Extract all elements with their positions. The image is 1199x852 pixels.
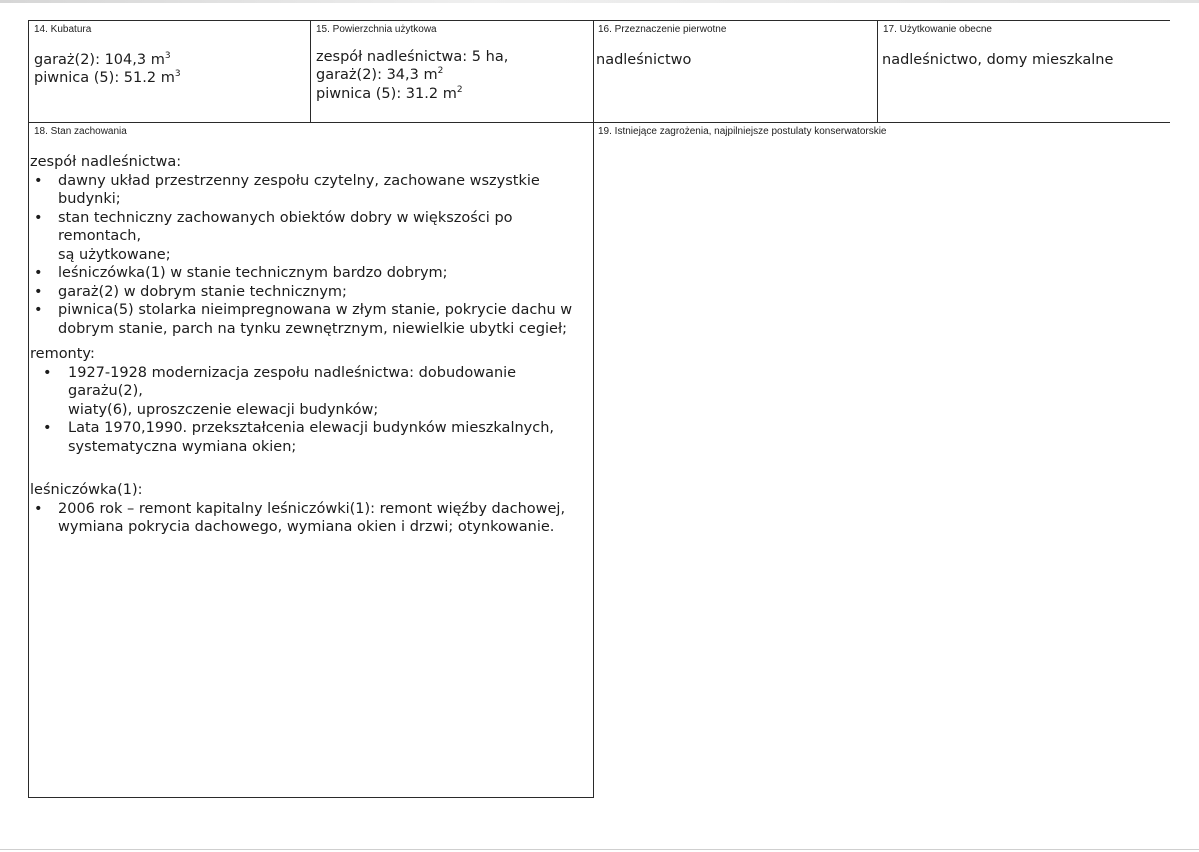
bullet-icon: • (34, 302, 43, 318)
kubatura-garaz-exp: 3 (164, 51, 171, 61)
list-item (30, 301, 590, 338)
bullet-list (30, 500, 590, 537)
bullet-icon: • (34, 172, 43, 189)
section-zespol-nadlesnictwa (30, 153, 590, 338)
section-remonty (30, 345, 590, 456)
table-middle-rule (28, 122, 1170, 123)
col-divider-14-15 (310, 20, 311, 123)
kubatura-piwnica-text: piwnica (5): 51.2 m (34, 70, 175, 86)
list-item (30, 283, 590, 302)
list-item (30, 172, 590, 209)
bullet-icon: • (43, 364, 52, 381)
field-label-uzytkowanie: 17. Użytkowanie obecne (883, 24, 992, 35)
col-divider-16-17 (877, 20, 878, 123)
field-label-zagrozenia: 19. Istniejące zagrożenia, najpilniejsze postulaty konserwatorskie (598, 126, 887, 137)
bullet-icon: • (43, 420, 52, 436)
table-bottom-rule (28, 797, 594, 798)
list-item-text: piwnica(5) stolarka nieimpregnowana w złym stanie, pokrycie dachu w dobrym stanie, parch na tynku zewnętrznym, niewielkie ubytki cegieł; (58, 302, 573, 337)
powierzchnia-garaz (316, 66, 443, 84)
scan-edge (0, 0, 1199, 3)
scan-bottom-line (0, 849, 1199, 850)
uzytkowanie-value: nadleśnictwo, domy mieszkalne (882, 52, 1114, 68)
przeznaczenie-value: nadleśnictwo (596, 52, 692, 68)
list-item (30, 364, 590, 420)
list-item-text: dawny układ przestrzenny zespołu czytelny, zachowane wszystkie budynki; (58, 172, 540, 207)
bullet-icon: • (34, 265, 43, 281)
powierzchnia-garaz-exp: 2 (437, 66, 444, 76)
list-item (30, 209, 590, 265)
list-item (30, 419, 590, 456)
powierzchnia-garaz-text: garaż(2): 34,3 m (316, 67, 438, 83)
powierzchnia-piwnica (316, 85, 463, 103)
col-divider-main (593, 20, 594, 798)
list-item (30, 500, 590, 537)
table-top-rule (28, 20, 1170, 21)
bullet-list (30, 172, 590, 339)
section-heading: remonty: (30, 346, 95, 362)
kubatura-piwnica-exp: 3 (174, 69, 181, 79)
bullet-icon: • (34, 283, 43, 300)
kubatura-piwnica (34, 69, 181, 87)
kubatura-garaz-text: garaż(2): 104,3 m (34, 52, 165, 68)
bullet-list (30, 364, 590, 457)
section-heading: zespół nadleśnictwa: (30, 154, 182, 170)
list-item-text: 1927-1928 modernizacja zespołu nadleśnictwa: dobudowanie garażu(2), wiaty(6), uproszczenie elewacji budynków; (68, 364, 517, 418)
bullet-icon: • (34, 500, 43, 517)
bullet-icon: • (34, 209, 43, 226)
list-item-text: stan techniczny zachowanych obiektów dobry w większości po remontach, są użytkowane; (58, 209, 513, 263)
list-item (30, 264, 590, 283)
list-item-text: 2006 rok – remont kapitalny leśniczówki(1): remont więźby dachowej, wymiana pokrycia dachowego, wymiana okien i drzwi; otynkowanie. (58, 500, 566, 535)
table-left-rule (28, 20, 29, 798)
field-label-stan-zachowania: 18. Stan zachowania (34, 126, 127, 137)
powierzchnia-piwnica-text: piwnica (5): 31.2 m (316, 86, 457, 102)
field-label-kubatura: 14. Kubatura (34, 24, 92, 35)
section-heading: leśniczówka(1): (30, 482, 143, 498)
powierzchnia-piwnica-exp: 2 (456, 85, 463, 95)
section-lesniczowka (30, 481, 590, 537)
list-item-text: leśniczówka(1) w stanie technicznym bardzo dobrym; (58, 265, 448, 281)
list-item-text: garaż(2) w dobrym stanie technicznym; (58, 283, 347, 300)
kubatura-garaz (34, 51, 171, 69)
field-label-powierzchnia: 15. Powierzchnia użytkowa (316, 24, 437, 35)
powierzchnia-zespol: zespół nadleśnictwa: 5 ha, (316, 49, 509, 65)
field-label-przeznaczenie: 16. Przeznaczenie pierwotne (598, 24, 727, 35)
list-item-text: Lata 1970,1990. przekształcenia elewacji budynków mieszkalnych, systematyczna wymiana okien; (68, 420, 555, 455)
